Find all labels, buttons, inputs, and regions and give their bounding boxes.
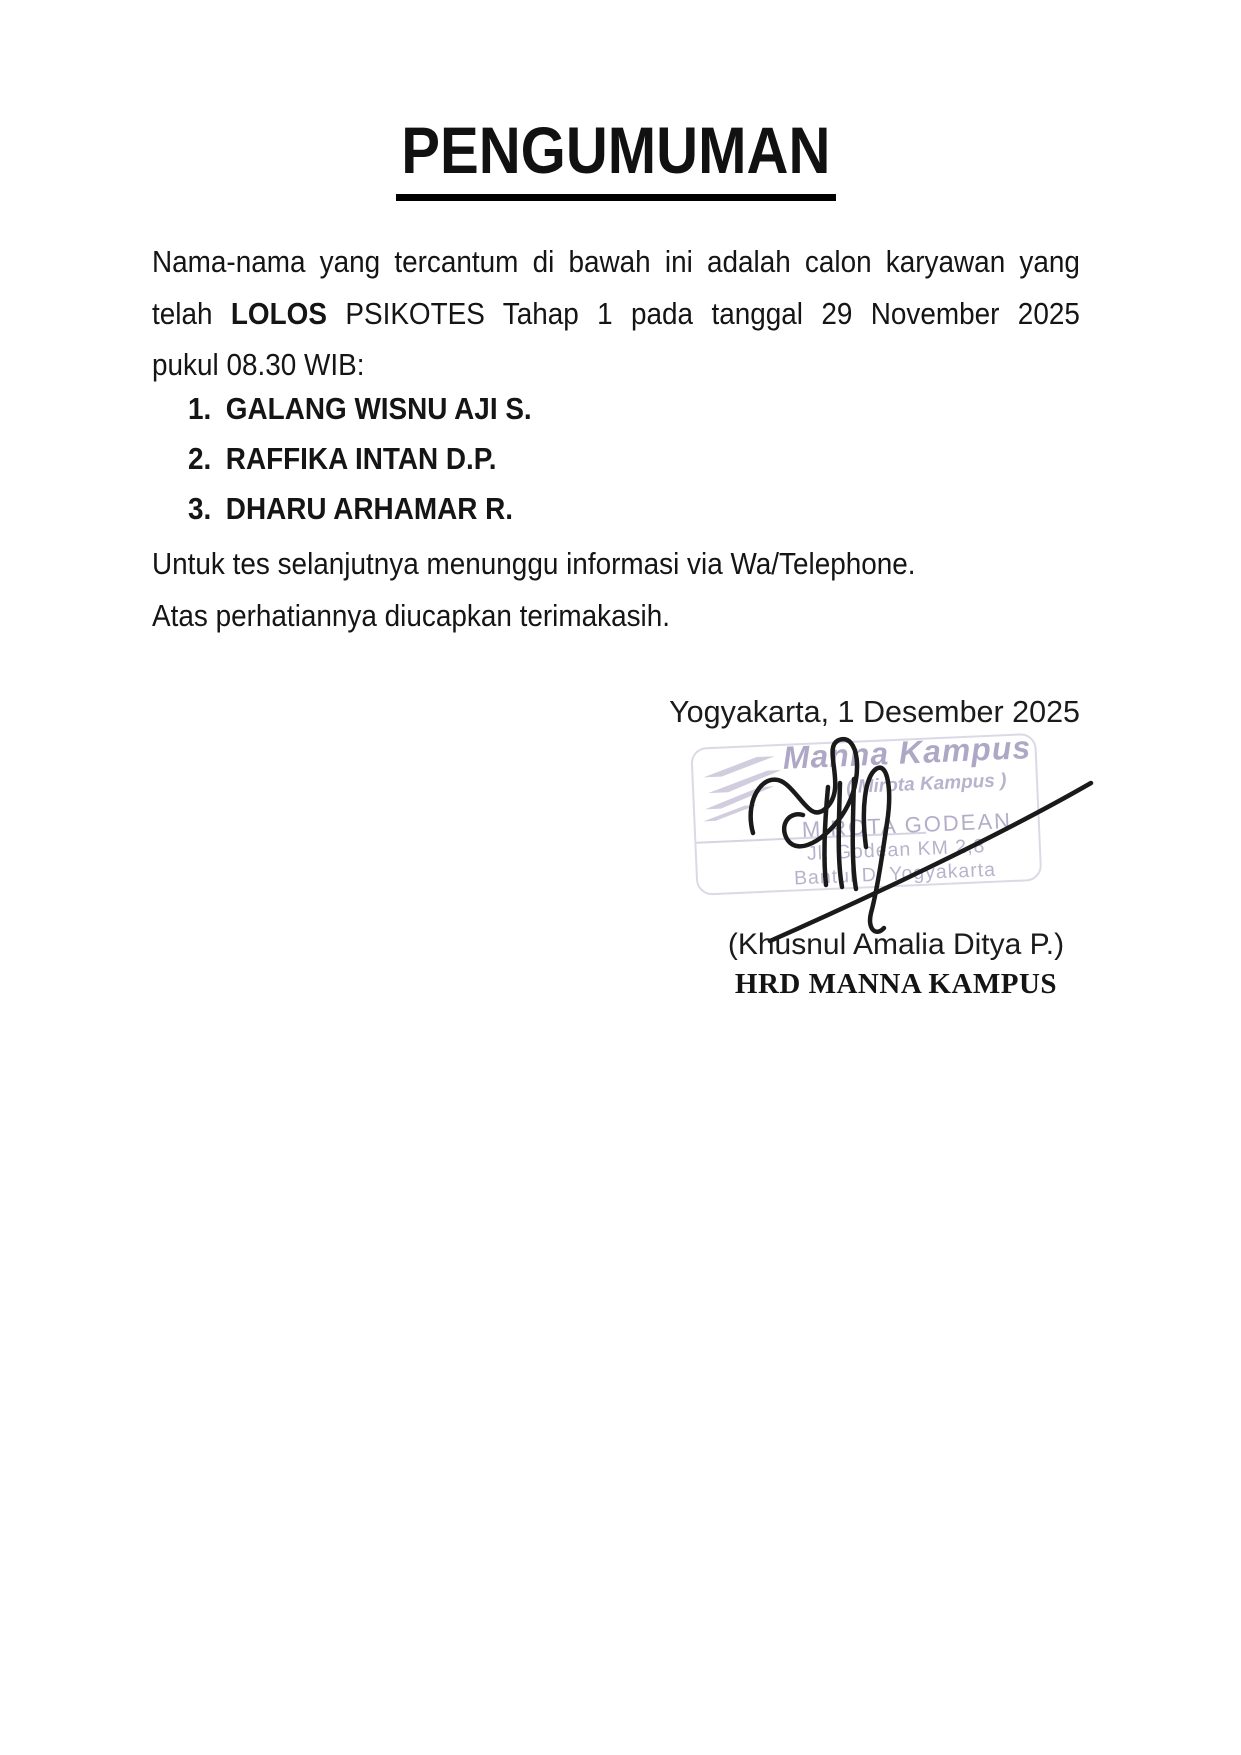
list-item-number: 2. xyxy=(188,441,212,476)
intro-line-2-bold: LOLOS xyxy=(230,295,327,331)
candidate-name: RAFFIKA INTAN D.P. xyxy=(225,441,497,476)
intro-line-1: Nama-nama yang tercantum di bawah ini adalah calon karyawan yang xyxy=(152,244,1080,279)
stamp-branch-text: MIROTA GODEAN xyxy=(801,807,1013,843)
signer-name: (Khusnul Amalia Ditya P.) xyxy=(727,928,1065,961)
place-date-line: Yogyakarta, 1 Desember 2025 xyxy=(669,695,1080,729)
intro-line-3: pukul 08.30 WIB: xyxy=(152,347,365,382)
stamp-brand-text: Manna Kampus xyxy=(781,729,1032,776)
intro-paragraph xyxy=(152,236,1080,391)
candidate-name: GALANG WISNU AJI S. xyxy=(225,391,532,426)
signer-title: HRD MANNA KAMPUS xyxy=(734,968,1058,1000)
handwritten-signature xyxy=(735,725,1105,955)
list-item xyxy=(152,484,1080,534)
candidate-list xyxy=(152,384,1080,534)
page-title: PENGUMUMAN xyxy=(396,112,836,201)
stamp-address-line-2: Bantul DI Yogyakarta xyxy=(793,858,997,890)
list-item xyxy=(152,434,1080,484)
intro-line-2-pre: telah xyxy=(152,295,213,331)
intro-line-2-post: PSIKOTES Tahap 1 pada tanggal 29 November 2025 xyxy=(345,295,1080,331)
closing-line-2: Atas perhatiannya diucapkan terimakasih. xyxy=(152,598,671,633)
title-wrap xyxy=(152,112,1080,201)
closing-line-1: Untuk tes selanjutnya menunggu informasi via Wa/Telephone. xyxy=(152,546,916,581)
intro-line-2 xyxy=(152,288,1080,340)
candidate-name: DHARU ARHAMAR R. xyxy=(225,491,514,526)
list-item xyxy=(152,384,1080,434)
stamp-address-line-1: Jl. Godean KM 2,8 xyxy=(806,835,986,865)
list-item-number: 1. xyxy=(188,391,212,426)
stamp-brand-subtext: ( Mirota Kampus ) xyxy=(845,770,1007,799)
list-item-number: 3. xyxy=(188,491,212,526)
